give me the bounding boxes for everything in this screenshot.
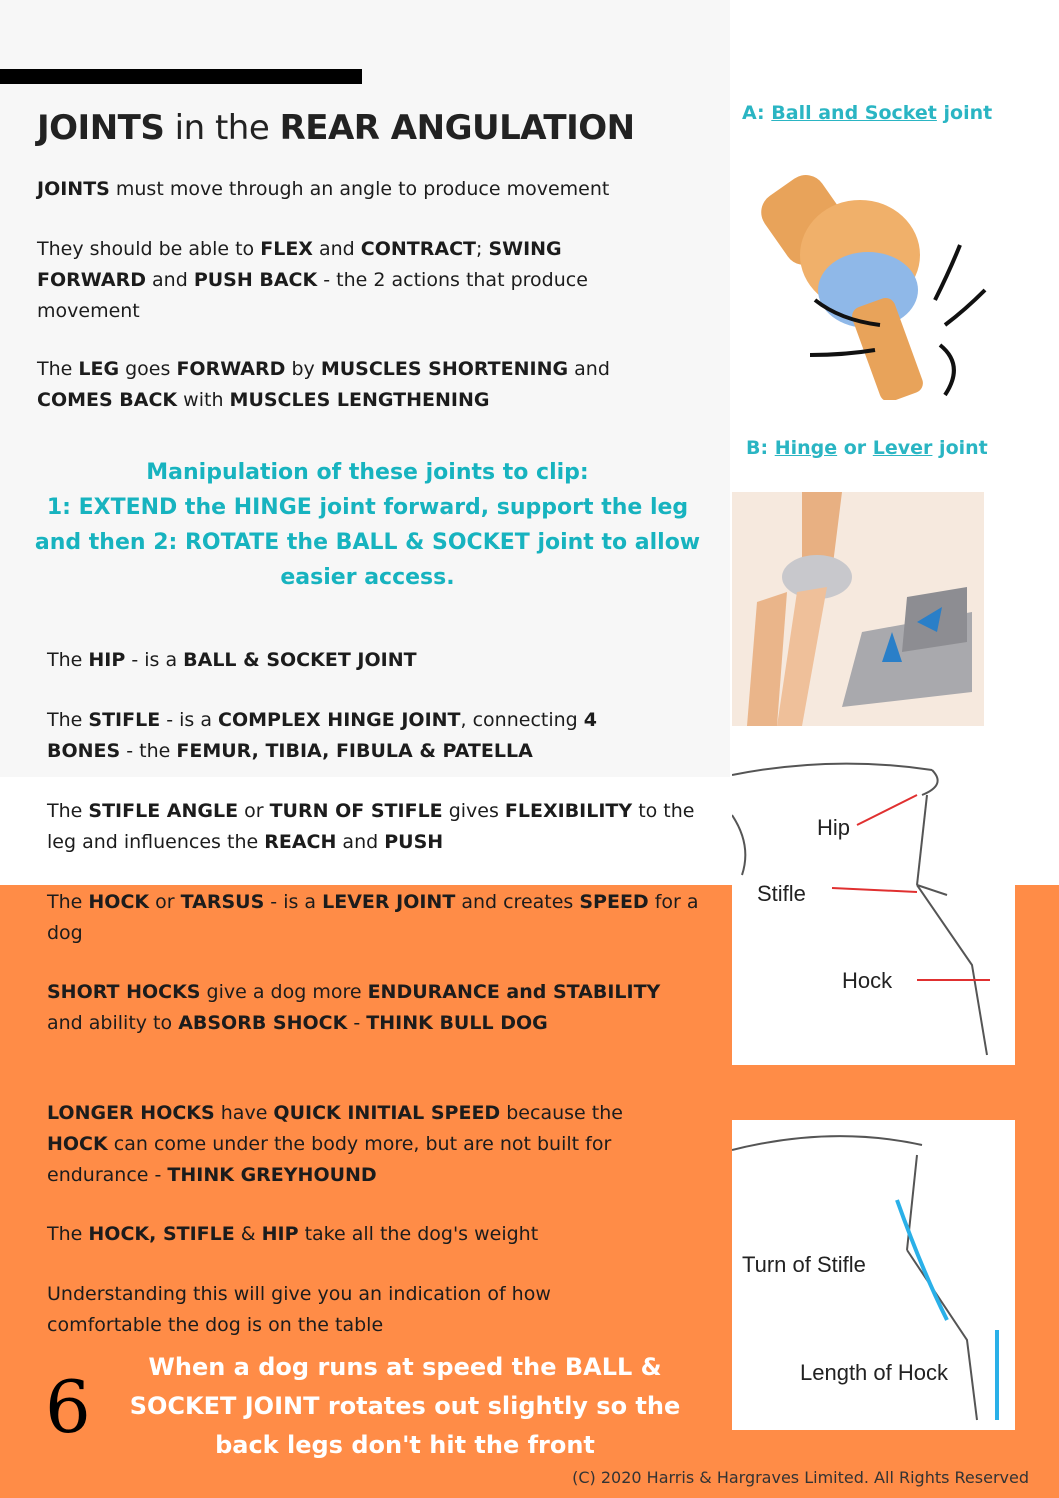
bold-text: HOCK — [88, 891, 150, 913]
bold-text: REACH — [264, 831, 337, 853]
bold-text: PUSH — [384, 831, 444, 853]
bold-text: FORWARD — [176, 358, 286, 380]
text: - the — [120, 740, 177, 762]
paragraph — [47, 1219, 727, 1250]
text: give a dog more — [200, 981, 368, 1003]
text: with — [177, 389, 230, 411]
paragraph — [47, 705, 667, 767]
bold-text: COMPLEX HINGE JOINT — [218, 709, 461, 731]
bold-text: 4 BONES — [47, 709, 597, 762]
bold-text: PUSH BACK — [193, 269, 318, 291]
text: Understanding this will give you an indication of how comfortable the dog is on the table — [47, 1283, 551, 1336]
text: gives — [442, 800, 505, 822]
bold-text: HIP — [88, 649, 126, 671]
text: and — [336, 831, 385, 853]
text: and — [568, 358, 610, 380]
bold-text: LEG — [78, 358, 120, 380]
ball-socket-joint-image — [750, 150, 990, 400]
bold-text: SWING FORWARD — [37, 238, 562, 291]
text: The — [47, 800, 89, 822]
text: , connecting — [460, 709, 584, 731]
text: by — [285, 358, 321, 380]
bold-text: MUSCLES SHORTENING — [320, 358, 569, 380]
text: can come under the body more, but are not built for endurance - — [47, 1133, 612, 1186]
text: The — [47, 891, 89, 913]
text: to the leg and influences the — [47, 800, 695, 853]
bold-text: MUSCLES LENGTHENING — [229, 389, 490, 411]
paragraph — [47, 887, 707, 949]
stifle-label: Stifle — [757, 881, 806, 906]
bold-text: THINK GREYHOUND — [167, 1164, 377, 1186]
copyright: (C) 2020 Harris & Hargraves Limited. All Rights Reserved — [572, 1468, 1029, 1487]
paragraph — [47, 1098, 687, 1191]
bold-text: SHORT HOCKS — [47, 981, 201, 1003]
text: The — [47, 649, 89, 671]
paragraph — [47, 977, 677, 1039]
text: - is a — [264, 891, 323, 913]
bold-text: FEMUR, TIBIA, FIBULA & PATELLA — [176, 740, 533, 762]
text: for a dog — [47, 891, 699, 944]
text: because the — [500, 1102, 623, 1124]
text: take all the dog's weight — [298, 1223, 539, 1245]
header-bar — [0, 69, 362, 84]
text: must move through an angle to produce movement — [109, 178, 610, 200]
paragraph — [47, 796, 707, 858]
bold-text: ENDURANCE and STABILITY — [367, 981, 661, 1003]
text: - — [347, 1012, 367, 1034]
text: - is a — [125, 649, 184, 671]
text: or — [238, 800, 270, 822]
figure-a-caption: A: Ball and Socket joint — [742, 102, 993, 124]
paragraph — [37, 174, 717, 205]
turn-of-stifle-label: Turn of Stifle — [742, 1252, 866, 1277]
text: The — [47, 709, 89, 731]
bold-text: SPEED — [579, 891, 649, 913]
paragraph — [47, 1279, 637, 1341]
text: and — [145, 269, 194, 291]
paragraph — [37, 354, 677, 416]
text: or — [149, 891, 181, 913]
page-number: 6 — [45, 1365, 91, 1449]
text: - is a — [160, 709, 219, 731]
figure-b-caption: B: Hinge or Lever joint — [746, 437, 988, 459]
text: - the 2 actions that produce movement — [37, 269, 588, 322]
bold-text: QUICK INITIAL SPEED — [273, 1102, 501, 1124]
bold-text: JOINTS — [37, 178, 110, 200]
length-of-hock-label: Length of Hock — [800, 1360, 948, 1385]
bold-text: HOCK — [47, 1133, 108, 1155]
text: They should be able to — [37, 238, 261, 260]
bold-text: ABSORB SHOCK — [178, 1012, 348, 1034]
bold-text: LEVER JOINT — [322, 891, 456, 913]
text: and ability to — [47, 1012, 179, 1034]
bold-text: COMES BACK — [37, 389, 178, 411]
bold-text: HOCK, STIFLE — [88, 1223, 235, 1245]
hock-label: Hock — [842, 968, 893, 993]
bold-text: BALL & SOCKET JOINT — [183, 649, 417, 671]
bold-text: LONGER HOCKS — [47, 1102, 215, 1124]
text: and — [312, 238, 361, 260]
paragraph — [37, 234, 657, 327]
text: ; — [475, 238, 489, 260]
closing-note: When a dog runs at speed the BALL & SOCKET JOINT rotates out slightly so the back legs don't hit the front — [129, 1353, 681, 1459]
text: The — [37, 358, 79, 380]
stifle-hock-skeleton-image — [732, 1120, 1015, 1430]
rear-skeleton-image — [732, 755, 1015, 1065]
bold-text: TARSUS — [180, 891, 265, 913]
paragraph — [47, 645, 727, 676]
bold-text: CONTRACT — [360, 238, 476, 260]
bold-text: STIFLE — [88, 709, 161, 731]
bold-text: THINK BULL DOG — [366, 1012, 548, 1034]
bold-text: FLEXIBILITY — [504, 800, 633, 822]
hip-label: Hip — [817, 815, 851, 840]
text: & — [234, 1223, 262, 1245]
text: have — [214, 1102, 274, 1124]
bold-text: FLEX — [260, 238, 313, 260]
manipulation-note: Manipulation of these joints to clip: 1: EXTEND the HINGE joint forward, support the leg and then 2: ROTATE the BALL & SOCKET joint to allow easier access. — [34, 460, 701, 590]
text: and creates — [455, 891, 580, 913]
bold-text: HIP — [261, 1223, 299, 1245]
hinge-joint-image — [732, 492, 984, 726]
text: The — [47, 1223, 89, 1245]
bold-text: TURN OF STIFLE — [269, 800, 443, 822]
text: goes — [119, 358, 177, 380]
bold-text: STIFLE ANGLE — [88, 800, 239, 822]
page-title: JOINTS in the REAR ANGULATION — [37, 108, 635, 148]
